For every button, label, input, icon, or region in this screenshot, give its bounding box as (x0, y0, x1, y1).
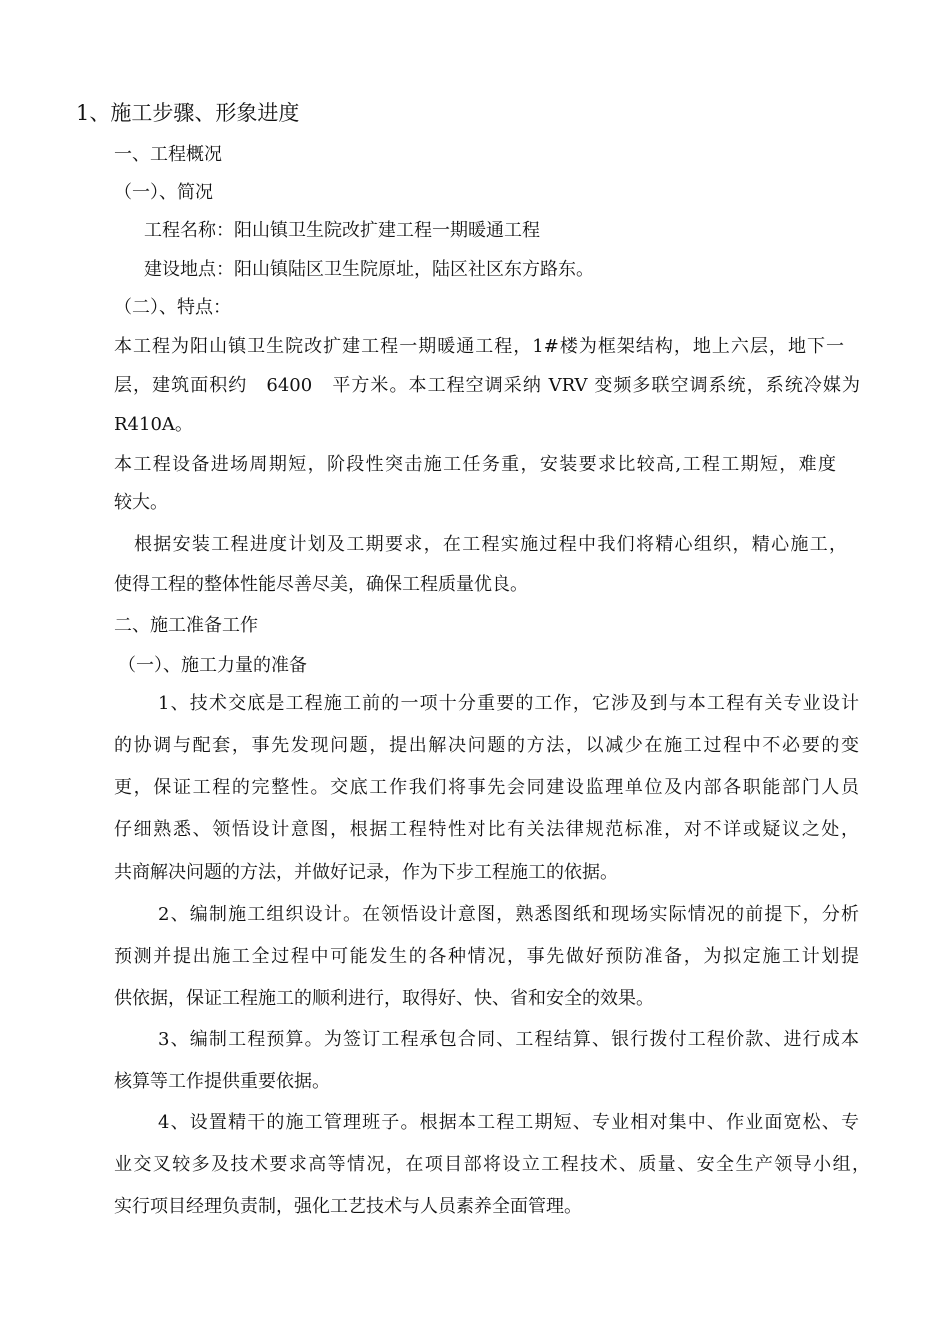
paragraph-line: 更，保证工程的完整性。交底工作我们将事先会同建设监理单位及内部各职能部门人员 (114, 777, 859, 798)
document-title: 1、施工步骤、形象进度 (76, 101, 300, 125)
paragraph-line: 较大。 (114, 492, 168, 513)
paragraph-line: 业交叉较多及技术要求高等情况，在项目部将设立工程技术、质量、安全生产领导小组， (114, 1154, 870, 1175)
paragraph-line: 的协调与配套，事先发现问题，提出解决问题的方法，以减少在施工过程中不必要的变 (114, 735, 859, 756)
paragraph-line: 4、设置精干的施工管理班子。根据本工程工期短、专业相对集中、作业面宽松、专 (158, 1112, 859, 1133)
paragraph-line: 供依据，保证工程施工的顺利进行，取得好、快、省和安全的效果。 (114, 988, 654, 1009)
section-heading-overview: 一、工程概况 (114, 144, 222, 165)
paragraph-line: 1、技术交底是工程施工前的一项十分重要的工作，它涉及到与本工程有关专业设计 (158, 693, 859, 714)
paragraph-line: 实行项目经理负责制，强化工艺技术与人员素养全面管理。 (114, 1196, 582, 1217)
paragraph-line: 本工程设备进场周期短，阶段性突击施工任务重，安装要求比较高,工程工期短，难度 (114, 454, 836, 475)
paragraph-line: 层，建筑面积约 6400 平方米。本工程空调采纳 VRV 变频多联空调系统，系统冷媒为 (114, 375, 860, 396)
paragraph-line: 2、编制施工组织设计。在领悟设计意图，熟悉图纸和现场实际情况的前提下，分析 (158, 904, 859, 925)
subheading-features: （二）、特点： (114, 297, 231, 318)
project-name: 工程名称：阳山镇卫生院改扩建工程一期暖通工程 (144, 220, 540, 241)
subheading-workforce: （一）、施工力量的准备 (118, 655, 307, 676)
project-location: 建设地点：阳山镇陆区卫生院原址，陆区社区东方路东。 (144, 259, 594, 280)
paragraph-line: 仔细熟悉、领悟设计意图，根据工程特性对比有关法律规范标准，对不详或疑议之处， (114, 819, 859, 840)
paragraph-line: 根据安装工程进度计划及工期要求，在工程实施过程中我们将精心组织，精心施工， (134, 534, 847, 555)
subheading-brief: （一）、简况 (114, 182, 213, 203)
paragraph-line: 使得工程的整体性能尽善尽美，确保工程质量优良。 (114, 574, 528, 595)
paragraph-line: 核算等工作提供重要依据。 (114, 1071, 330, 1092)
paragraph-line: 预测并提出施工全过程中可能发生的各种情况，事先做好预防准备，为拟定施工计划提 (114, 946, 859, 967)
paragraph-line: R410A。 (114, 414, 193, 435)
section-heading-preparation: 二、施工准备工作 (114, 615, 258, 636)
paragraph-line: 共商解决问题的方法，并做好记录，作为下步工程施工的依据。 (114, 862, 618, 883)
paragraph-line: 3、编制工程预算。为签订工程承包合同、工程结算、银行拨付工程价款、进行成本 (158, 1029, 859, 1050)
paragraph-line: 本工程为阳山镇卫生院改扩建工程一期暖通工程，1#楼为框架结构，地上六层，地下一 (114, 336, 844, 357)
